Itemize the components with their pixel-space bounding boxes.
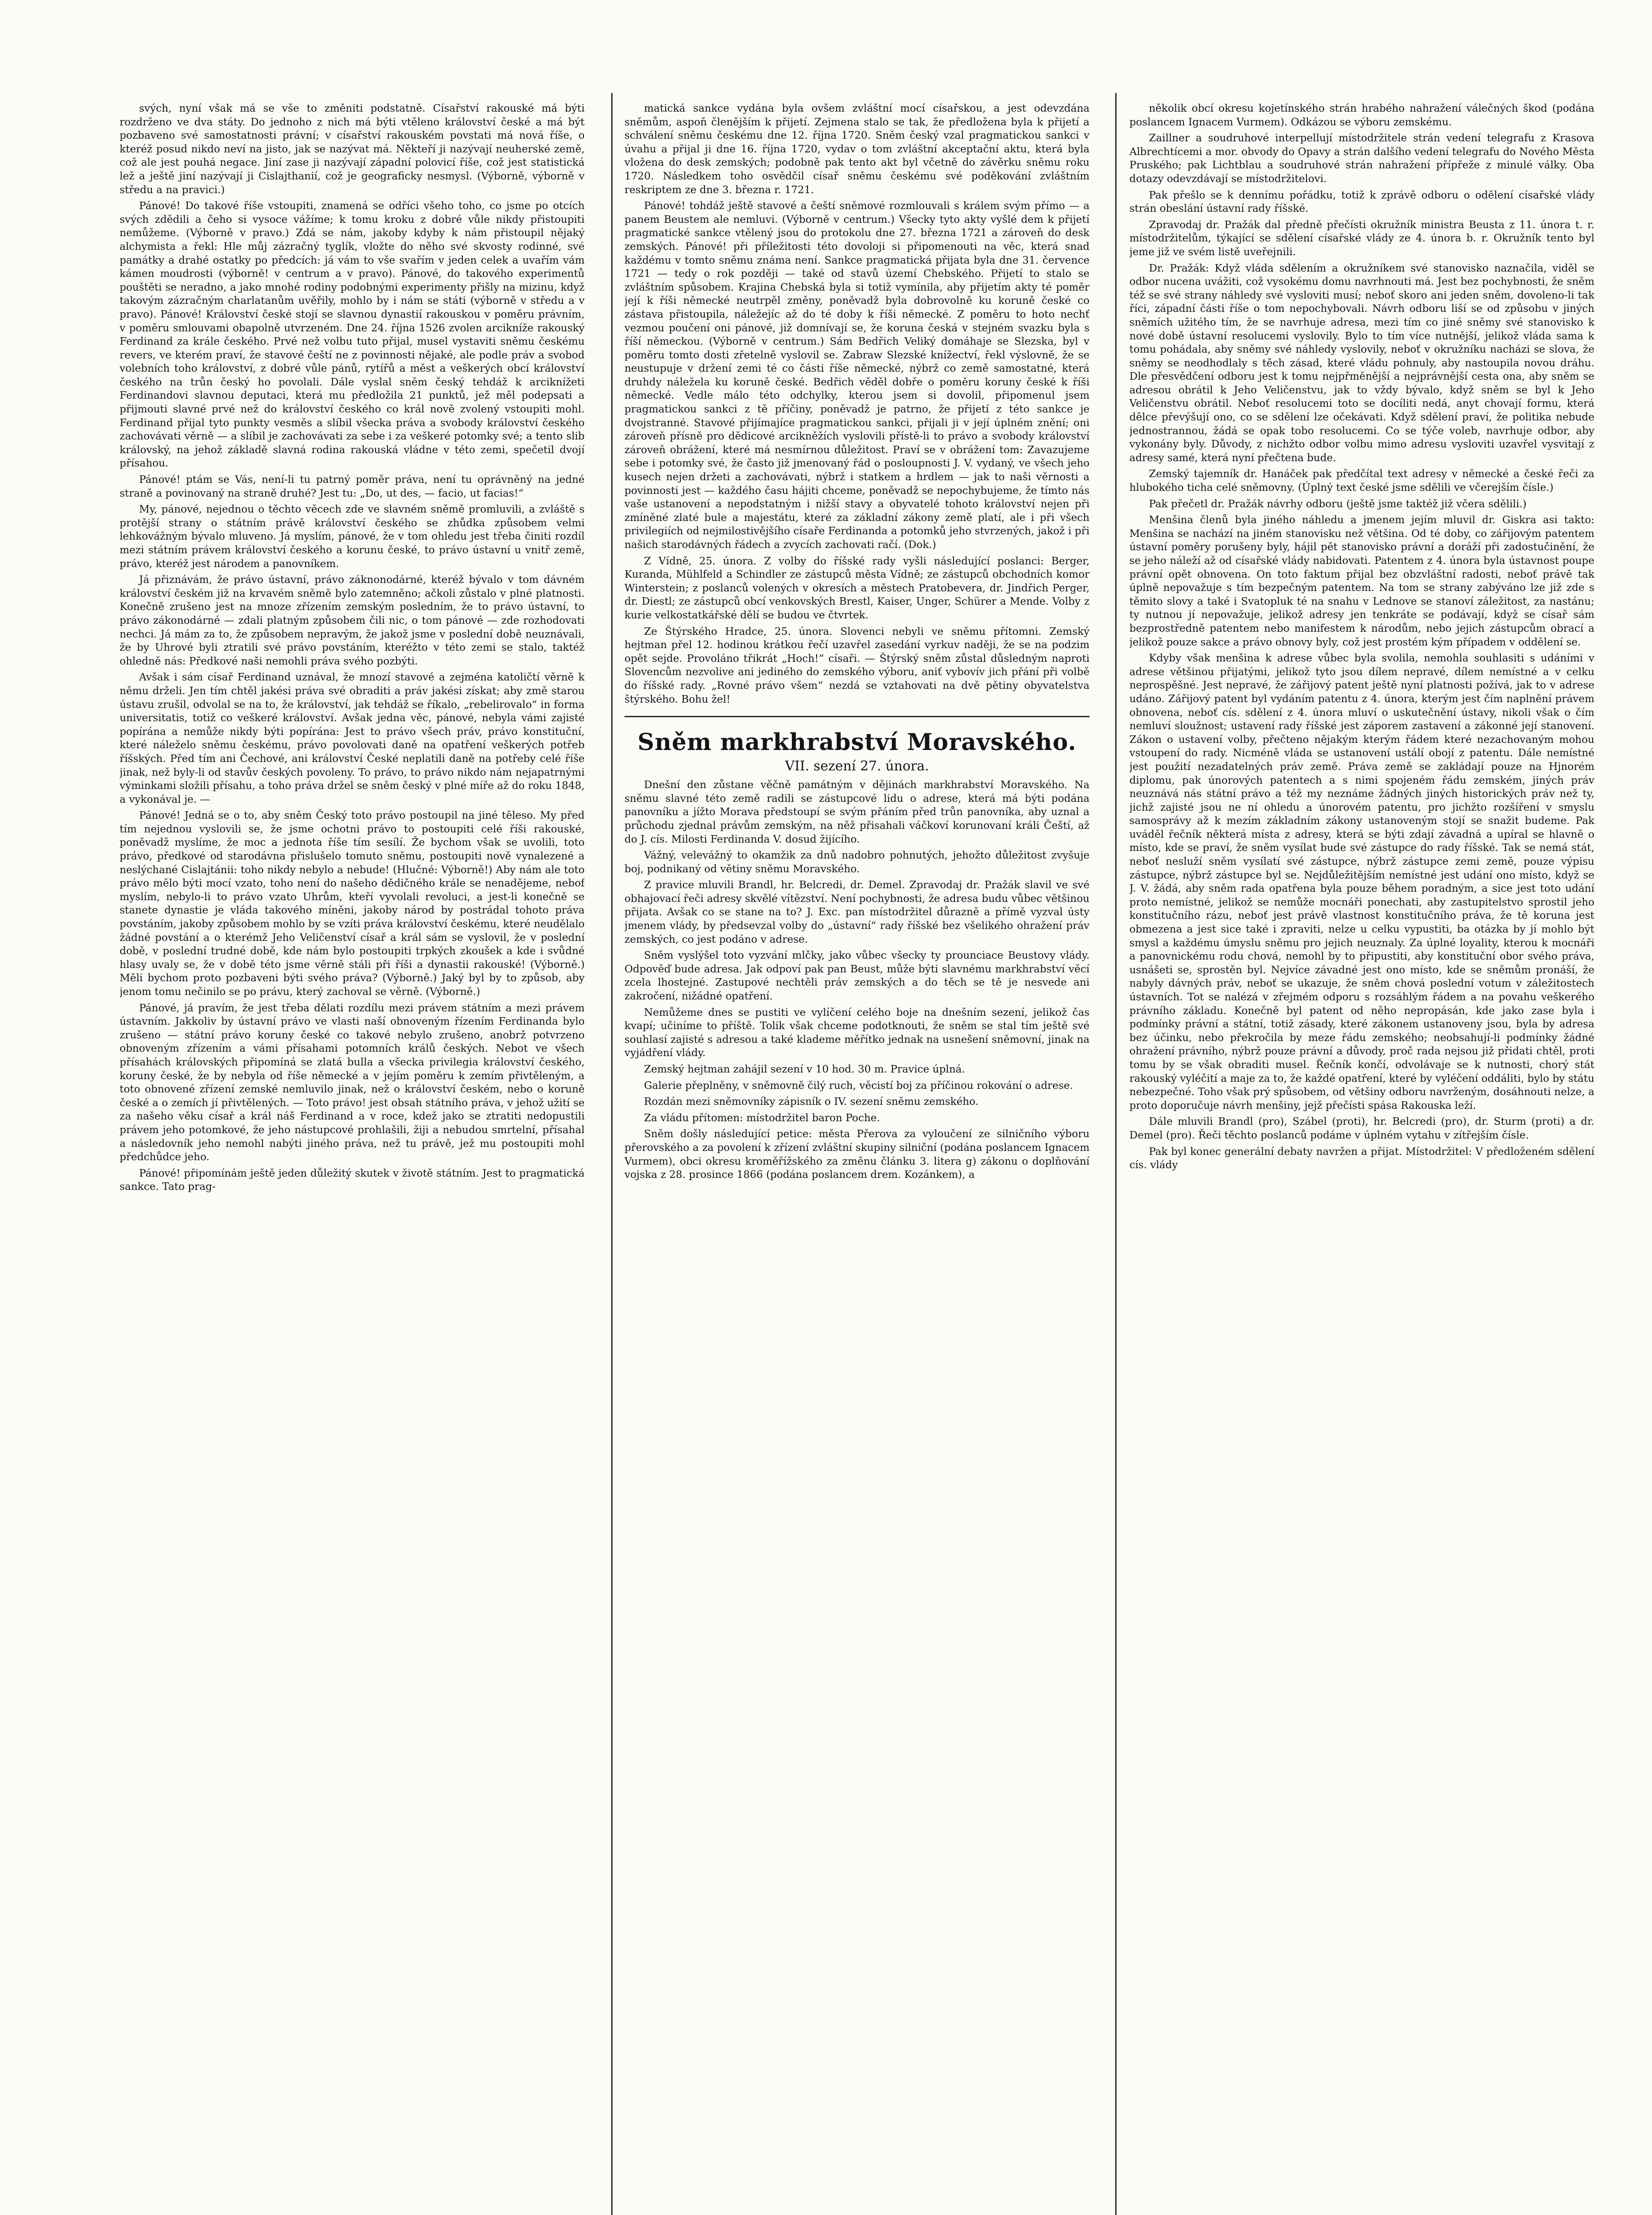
news-item-graz: Ze Štýrského Hradce, 25. února. Slovenci nebyli ve sněmu přítomni. Zemský hejtman přel 12. hodinou krátkou řečí uzavřel zasedání vyrkuv naději, že se na podzim opět sejde. Provoláno třikrát „Hoch!“ císaři. — Štýrský sněm zůstal důsledným naproti Slovencům nezvolive ani jediného do zemského výboru, aniť vybovív jich přání při volbě do říšské rady. „Rovné právo všem“ nezdá se vztahovati na dvě pětiny obyvatelstva štýrského. Bohu žel! [624, 625, 1090, 705]
section-divider [624, 716, 1090, 717]
paragraph: Dnešní den zůstane věčně památným v dějinách markhrabství Moravského. Na sněmu slavné této země radili se zástupcové lidu o adrese, která má býti podána panovníku a jížto Morava předstoupí se svým přáním před trůn panovníka, aby uznal a průchodu zjednal právům zemským, na něž přisahali váčkoví korunovaní králi Čeští, až do J. cís. Milosti Ferdinanda V. dosud žijícího. [624, 779, 1090, 845]
paragraph: Pánové, já pravím, že jest třeba dělati rozdílu mezi právem státním a mezi právem ústavním. Jakkoliv by ústavní právo ve vlasti naší obnoveným řízením Ferdinanda bylo zrušeno — státní právo koruny české co takové nebylo zrušeno, anobrž potvrzeno obnoveným zřízením a vámi přísahami potomních králů českých. Nebot ve všech přísahách královských připomíná se zlatá bulla a všecka privilegia království českého, koruny české, že by nebyla od říše německé a v jejím poměru k zemím přivtěleným, a toto obnovené zřízení zemské nemluvilo jinak, než o království českém, nebo o koruně české a o zemích jí přivtělených. — Toto právo! jest obsah státního práva, v jehož užití se za našeho věku císař a král náš Ferdinand a v roce, kdež jako se ztratiti nedopustili právem jeho potomkové, že jeho nástupcové prohlašili, žiji a nebudou smrtelní, přísahal a následovník jeho nemohl nabýti jiného práva, než tu právě, jež mu postoupiti mohl předchůdce jeho. [120, 1002, 585, 1163]
paragraph: Pak přečetl dr. Pražák návrhy odboru (ještě jsme taktéž již včera sdělili.) [1149, 497, 1527, 510]
paragraph: Menšina členů byla jiného náhledu a jmenem jejím mluvil dr. Giskra asi takto: Menšina se nachází na jiném stanovisku než většina. Od té doby, co zářijovým patentem ústavní poměry porušeny byly, hájil pět stanovisko právní a doráží při zadostučinění, že se jeho náleží až od císařské vlády nabidovati. Patentem z 4. února byla ústavnost poupe právní opět obnovena. On toto faktum přijal bez obzvláštní radosti, neboť právě tak úplně nepovažuje s tím bezpečným patentem. Na tom se strany zabýváno lze již zde s těmito slovy a také i Svatopluk té na snahu v Lednove se stanoví záležitost, za nastánu; ty nutnou jí nepovažuje, jelikož adresy jen tenkráte se podávají, když se císař sám bezprostředně patentem nebo manifestem k národům, nebo jejich zástupcům obrací a jelikož pouze sakce a právo obnovy byly, což jest prostém kým případem v oddělení se. [1129, 514, 1594, 648]
column-rule [1115, 93, 1117, 2215]
paragraph: Zemský hejtman zahájil sezení v 10 hod. 30 m. Pravice úplná. [644, 1063, 965, 1075]
column-2 [624, 102, 1090, 2215]
paragraph: Pánové! tohdáž ještě stavové a čeští sněmové rozmlouvali s králem svým přímo — a panem Beustem ale nemluvi. (Výborně v centrum.) Všecky tyto akty vyšlé dem k přijetí pragmatické sankce vtělený jsou do protokolu dne 27. března 1721 a zároveň do desk zemských. Pánové! při příležitosti této dovoloji si připomenouti na věc, která snad každému v tomto sněmu známa není. Sankce pragmatická přijata byla dne 31. července 1721 — tedy o rok později — také od stavů území Chebského. Přijetí to stalo se zvláštním spůsobem. Krajina Chebská byla si totiž vymínila, aby přijetím akty té poměr její k říši německé neutrpěl změny, poněvadž byla dobrovolně ku koruně české co zástava přistoupila, náležejíc až do té doby k říši německé. Z poměru to hoto nechť vezmou poučení oni pánové, již domnívají se, že koruna česká v stejném svazku byla s říší německou. (Výborně v centrum.) Sám Bedřich Veliký domáhaje se Slezska, byl v poměru tomto dosti zřetelně vyslovil se. Zabraw Slezské knížectví, řekl výslovně, že se neustupuje v držení zemi té co části říše německé, nýbrž co země samostatné, která druhdy náležela ku koruně české. Bedřich věděl dobře o poměru koruny české k říši německé. Vedle málo této odchylky, kterou jsem si dovolil, připomenul jsem pragmatickou sankci z tě příčiny, poněvadž je patrno, že přijetí z této sankce je dvojstranné. Stavové přijímajíce pragmatickou sankci, přijali ji v její úplném znění; oni zároveň přísně pro dědicové arcikněžích vyslovili přístě-li to právo a svobody království zároveň obrážení, které má nesmírnou důležitost. Praví se v obrážení tom: Zavazujeme sebe i potomky své, že často již jmenovaný řád o posloupnosti J. V. vydaný, ve všech jeho kusech nejen držeti a zachovávati, nýbrž i statkem a hrdlem — jak to naši věrnosti a povinnosti jest — každého času hájiti chceme, poněvadž se nepochybujeme, že tímto nás vaše ustanovení a nepodstatným i nižší stavy a obyvatelé tohoto království nejen při zmíněné zlaté bule a majestátu, které za základní zákony země platí, ale i při všech privilegiích od nejmilostivějšího císaře Ferdinanda a potomků jeho stvrzených, jakož i při našich starodávných řádech a zvycích zachovati račí. (Dok.) [624, 200, 1090, 551]
paragraph: Pánové! Do takové říše vstoupiti, znamená se odříci všeho toho, co jsme po otcích svých zdědili a čeho si vysoce vážíme; k tomu kroku z dobré vůle nikdy přistoupiti nemůžeme. (Výborně v pravo.) Zdá se nám, jakoby kdyby k nám přistoupil nějaký alchymista a řekl: Hle můj zázračný tyglík, vložte do něho své skvosty rodinné, své památky a drahé ostatky po předcích: já vám to vše svařím v jeden celek a uvařím vám kámen moudrosti (výborně! v centrum a v pravo). Pánové, do takového experimentů pouštěti se neradno, a jako mnohé rodiny podobnými experimenty přišly na mizinu, když takovým zázračným charlatanům uvěřily, mohlo by i nám se státi (výborně v středu a v pravo). Pánové! Království české stojí se slavnou dynastií rakouskou v poměru právním, v poměru smlouvami obapolně utvrzeném. Dne 24. října 1526 zvolen arcikníže rakouský Ferdinand za krále českého. Prvé než volbu tuto přijal, musel vystaviti sněmu českému revers, ve kterém praví, že stavové čeští ne z povinnosti nějaké, ale podle práv a svobod volebních toho království, z dobré vůle pánů, rytířů a měst a veškerých obcí království českého na trůn český ho povolali. Dále vyslal sněm český tehdáž k arciknížeti Ferdinandovi slavnou deputaci, která mu předložila 21 punktů, jež měl podepsati a přijmouti slavné prvé než do království českého co král nově zvolený vstoupiti mohl. Ferdinand přijal tyto punkty vesměs a slíbil všecka práva a svobody království českého zachovávati věrně — a slíbil je zachovávati za sebe i za veškeré potomky své; a tento slib královský, na jehož základě slavná rodina rakouská vládne v této zemi, spečetil dvojí přísahou. [120, 200, 585, 470]
section-subheading: VII. sezení 27. února. [785, 758, 929, 774]
paragraph: Nemůžeme dnes se pustiti ve vylíčení celého boje na dnešním sezení, jelikož čas kvapí; učiníme to příště. Tolik však chceme podotknouti, že sněm se stal tím ještě své souhlasí zajisté s adresou a také klademe měřítko jednak na usnešení sněmovní, jinak na vyjádření vlády. [624, 1006, 1090, 1059]
paragraph: Sněm vyslýšel toto vyzvání mlčky, jako vůbec všecky ty prounciace Beustovy vlády. Odpověď bude adresa. Jak odpoví pak pan Beust, může býti slavnému markhrabství věcí zcela lhostejné. Zastupové nechtěli práv zemských a do těch se tě je nesvede ani zakročení, nižádné opatření. [624, 949, 1090, 1003]
paragraph: Já přiznávám, že právo ústavní, právo záknonodárné, kteréž bývalo v tom dávném království českém již na krvavém sněmě bylo zatemněno; ačkoli zůstalo v plné platnosti. Konečně zrušeno jest na mnoze zřízením zemským posledním, že to právo ústavní, to právo zákonodárné — zdali platným způsobem čili nic, o tom pánové — zde rozhodovati nechci. Já mám za to, že způsobem nepravým, že jakož jsme v poslední době neuznávali, že by Uhrové byli ztratili své právo povstáním, kteréžto v této zemi se stalo, taktéž ohledně nás: Předkové naši nemohli práva svého pozbýti. [120, 574, 585, 667]
column-3 [1129, 102, 1594, 2215]
section-heading: Sněm markhrabství Moravského. [637, 729, 1077, 756]
column-1 [120, 102, 585, 2215]
paragraph: několik obcí okresu kojetínského strán hrabého nahražení válečných škod (podána poslancem Ignacem Vurmem). Odkázou se výboru zemskému. [1129, 102, 1594, 128]
paragraph: Avšak i sám císař Ferdinand uznával, že mnozí stavové a zejména katoličtí věrně k němu drželi. Jen tím chtěl jakési práva své obraditi a práv jakési získat; aby změ starou ústavu zrušil, odvolal se na to, že království, jak tehdáž se říkalo, „rebelirovalo“ in forma universitatis, totiž co veškeré království. Avšak jedna věc, pánové, nebyla vámi zajisté popírána a nemůže nikdy býti popírána: Jest to právo všech práv, právo konstituční, které náleželo sněmu českému, právo povolovati daně na opatření veškerých potřeb říšských. Před tím ani Čechové, ani království České neplatili daně na potřeby celé říše jinak, než byly-li od stavův českých povoleny. To právo, to právo nikdo nám nejapatrnými výminkami složili přísahu, a toho práva držel se sněm český v plné míře až do roku 1848, a vykonával je. — [120, 671, 585, 805]
paragraph: Vážný, velevážný to okamžik za dnů nadobro pohnutých, jehožto důležitost zvyšuje boj, podnikaný od větiny sněmu Moravského. [624, 849, 1090, 875]
paragraph: Zaillner a soudruhové interpellují místodržitele strán vedení telegrafu z Krasova Albrechtícemi a mor. obvody do Opavy a strán dalšího vedení telegrafu do Nového Města Pruského; pak Lichtblau a soudruhové strán nahražení přípřeže z minulé války. Oba dotazy odevzdávají se místodržitelovi. [1129, 132, 1594, 185]
paragraph: Pánové! připomínám ještě jeden důležitý skutek v životě státním. Jest to pragmatická sankce. Tato prag- [120, 1167, 585, 1193]
paragraph: svých, nyní však má se vše to změniti podstatně. Císařství rakouské má býti rozdrženo ve dva státy. Do jednoho z nich má býti vtěleno království české a má být pozbaveno své samostatnosti právní; v císařství rakouském povstati má nová říše, o kteréž posud nikdo neví na jisto, jak se nazývat má. Někteří ji nazývají neuherské země, což ale jest pouhá negace. Jiní zase ji nazývají západní polovicí říše, což jest statistická lež a ještě jiní nazývají ji Cislajthanií, což je geograficky nesmysl. (Výborně, výborně v středu a na pravici.) [120, 102, 585, 196]
paragraph: Za vládu přítomen: místodržitel baron Poche. [644, 1111, 880, 1124]
paragraph: Dále mluvili Brandl (pro), Szábel (proti), hr. Belcredi (pro), dr. Sturm (proti) a dr. Demel (pro). Řeči těchto poslanců podáme v úplném vytahu v zítřejším čísle. [1129, 1115, 1594, 1141]
paragraph: Zemský tajemník dr. Hanáček pak předčítal text adresy v německé a české řeči za hlubokého ticha celé sněmovny. (Úplný text české jsme sdělili ve včerejším čísle.) [1129, 468, 1594, 494]
paragraph: Z pravice mluvili Brandl, hr. Belcredi, dr. Demel. Zpravodaj dr. Pražák slavil ve své obhajovací řeči adresy skvělé vítězství. Není pochybnosti, že adresa budu vůbec většinou přijata. Avšak co se stane na to? J. Exc. pan místodržitel důrazně a přímě vyzval ústy jmenem vlády, by předsevzal volby do „ústavní“ rady říšské bez všelikého ohražení práv zemských, co jest podáno v adrese. [624, 879, 1090, 945]
paragraph: Pak byl konec generální debaty navržen a přijat. Místodržitel: V předloženém sdělení cís. vlády [1129, 1145, 1594, 1171]
paragraph: Zpravodaj dr. Pražák dal předně přečísti okružník ministra Beusta z 11. února t. r. místodržitelům, týkající se sdělení císařské vlády ze 4. února b. r. Okružník tento byl jeme již ve svém listě uveřejnili. [1129, 218, 1594, 258]
news-item-vienna: Z Vídně, 25. února. Z volby do říšské rady vyšli následující poslanci: Berger, Kuranda, Mühlfeld a Schindler ze zástupců města Vídně; ze zástupců obchodních komor Winterstein; z poslanců volených v okresích a městech Pratobevera, dr. Jindřich Perger, dr. Diestl; ze zástupců obcí venkovských Brestl, Kaiser, Unger, Schürer a Mende. Volby z kurie velkostatkářské dělí se budou ve čtvrtek. [624, 555, 1090, 621]
paragraph: Pánové! ptám se Vás, není-li tu patrný poměr práva, není tu oprávněný na jedné straně a povinovaný na straně druhé? Jest tu: „Do, ut des, — facio, ut facias!“ [120, 474, 585, 499]
paragraph: matická sankce vydána byla ovšem zvláštní mocí císařskou, a jest odevzdána sněmům, aspoň členějším k přijetí. Zejmena stalo se tak, že předložena byla k přijetí a schválení sněmu českému dne 12. října 1720. Sněm český vzal pragmatickou sankci v úvahu a přijal ji dne 16. října 1720, vydav o tom zvláštní akceptační aktu, která byla vložena do desk zemských; podobně pak tento akt byl včetně do závěrku sněmu roku 1720. Následkem toho osvědčil císař sněmu českému své poděkování zvláštním reskriptem ze dne 3. března r. 1721. [624, 102, 1090, 196]
paragraph: Sněm došly následující petice: města Přerova za vyloučení ze silničního výboru přerovského a za povolení k zřízení zvláštní skupiny silniční (podána poslancem Ignacem Vurmem), obci okresu kroměřížského za změnu článku 3. litera g) zákonu o doplňování vojska z 28. prosince 1866 (podána poslancem drem. Kozánkem), a [624, 1128, 1090, 1181]
paragraph: Kdyby však menšina k adrese vůbec byla svolila, nemohla souhlasiti s udáními v adrese většinou přijatými, jelikož tyto jsou dílem nepravé, dílem nemístné a v celku neprospěšné. Jest nepravé, že zářijový patent ještě nyní platnosti požívá, jak to v adrese udáno. Zářijový patent byl vydáním patentu z 4. února, kterým jest čím naplnění právem obnovena, neboť cís. sdělení z 4. února mluví o uskutečnění ústavy, nikoli však o čím nemluví sloužnost; ustavení rady říšské jest záporem zastavení a zákonné její stanovení. Zákon o ustavení volby, přečteno nějakým kterým řádem které nezachovaným mohou vstoupení do rady. Nicméně vláda se ustanovení ustálí obojí z patentu. Dále nemístné jest použití nezadatelných práv země. Práva země se zakládají pouze na Hjnorém diplomu, pak únorových patentech a s nimi spojeném řádu zemském, jiných práv neuznává nás státní právo a též my neznáme žádných jiných historických práv než ty, jichž zajisté jsou ne ní ohledu a únorovém patentu, pro jichžto rozšíření v smyslu samosprávy až k mezím základním zákony ustanoveným stojí se snažit budeme. Pak uváděl řečník některá místa z adresy, která se býti zdají závadná a upíral se hlavně o místo, kde se praví, že sněm vysílat bude své zástupce do rady říšské. Tak se nemá stát, neboť nesluží sněm vysílatí své zástupce, nýbrž zástupce zemi země, pouze výpisu zástupce, nýbrž zástupce byl se. Nejdůležitějším nemístné jest udání ono místo, když se J. V. žádá, aby sněm rada opatřena byla pouze během poradným, a sice jest toto udání proto nemístné, jelikož se nemůže mocnáři ponechati, aby zastupitelstvo sprostil jeho konstitučního rázu, neboť jest právě vlastnost konstitučního práva, že tě koruna jest obmezena a jest sice také i zpraviti, nelze u celku vypustiti, ba otázka by jí mohlo být smysl a každému úmyslu sněmu pro jejich neuznaly. Za úplné loyality, kterou k mocnáři a panovnickému rodu chová, nemohl by to připustiti, aby konstituční obor svého práva, usnášeti se, sprostěn byl. Nejvíce závadné jest ono místo, kde se sněmům pronáší, že nabyly dávných práv, neboť se ukazuje, že sněm chová poslední votum v záležitostech ústavních. Tot se nalézá v zřejmém odporu s rozsáhlým řádem a na povahu veškerého právního základu. Konečně byl patent od něho nepropásán, kde jako zase byla i podmínky právní a státní, totiž zásady, které zákonem ustanoveny jsou, byla by adresa bez účinku, nebo překročila by meze řádu zemského; neobsahují-li podmínky žádné ohražení právního, nýbrž pouze právní a důvody, proč rada nejsou již přidati chtěl, proti tomu by se však obraditi musel. Řečník končí, odvolávaje se k nutnosti, chorý stát rakouský vyléčití a maje za to, že každé opatření, které by vyléčení oddáliti, bylo by státu nebezpečné. Toho však prý spůsobem, od většiny odboru navrženým, dosáhnouti nelze, a proto doporučuje návrh menšiny, jejž přečísti spása Rakouska leží. [1129, 652, 1594, 1111]
column-rule [611, 93, 613, 2215]
paragraph: Rozdán mezi sněmovníky zápisník o IV. sezení sněmu zemského. [644, 1096, 979, 1108]
paragraph: Pak přešlo se k dennímu pořádku, totiž k zprávě odboru o odělení císařské vlády strán obeslání ústavní rady říšské. [1129, 189, 1594, 215]
paragraph: Galerie přeplněny, v sněmovně čilý ruch, věcistí boj za příčinou rokování o adrese. [644, 1079, 1073, 1092]
paragraph: Pánové! Jedná se o to, aby sněm Český toto právo postoupil na jiné těleso. My před tím nejednou vyslovili se, že jsme ochotni právo to postoupiti celé říši rakouské, poněvadž myslíme, že moc a jednota říše tím sesílí. Že bychom však se uvolili, toto právo, předkové od starodávna přislušelo tomuto sněmu, postoupiti nově vynalezené a neslýchané Cislajtánii: toho nikdy nebylo a nebude! (Hlučné: Výborně!) Aby nám ale toto právo mělo býti mocí vzato, toho není do našeho dědičného krále se nenadějeme, nebof myslím, nebylo-li to právo vzato Uhrům, kteří vyvolali revoluci, a jest-li konečně se stanete dynastie je vláda takového míněni, jakoby národ by postrádal tohoto práva povstáním, jakoby způsobem mohlo by se vzíti práva království českému, které neudělalo žádné povstání a o kterémž Jeho Veličenství císař a král sám se vyslovil, že v poslední době, v poslední trudné době, kde nám bylo postoupiti trpkých zkoušek a kde i svůdné hlasy uvaly se, že v době této jsme věrně stáli při říši a dynastii rakouské! (Výborně.) Měli bychom proto pozbaveni býti svého práva? (Výborně.) Jaký byl by to způsob, aby jenom tomu nečinilo se po právu, který zachoval se věrně. (Výborně.) [120, 809, 585, 998]
paragraph: My, pánové, nejednou o těchto věcech zde ve slavném sněmě promluvili, a zvláště s protější strany o státním právě království českého se zhůdka způsobem velmi lehkovážným bývalo mluveno. Já myslím, pánové, že v tom ohledu jest třeba činiti rozdíl mezi státním právem království českého a korunu české, to právo ústavní u vnitř země, právo, kteréž jest národem a panovníkem. [120, 503, 585, 570]
paragraph: Dr. Pražák: Když vláda sdělením a okružníkem své stanovisko naznačila, viděl se odbor nucena uvážiti, což vysokému domu navrhnouti má. Jest bez pochybnosti, že sněm též se své strany náhledy své vysloviti musí; neboť skoro ani jeden sněm, dovoleno-li tak říci, západní části říše o tom nepochybovali. Návrh odboru liší se od způsobu v jiných sněmích užitého tím, že se navrhuje adresa, mezi tím co jiné sněmy své stanovisko k nové době ústavní resolucemi vyslovily. Bylo to tím více nutnější, jelikož vláda sama k tomu pohádala, aby sněmy své náhledy vyslovily, neboť v okružníku nacházi se slova, že sněmy se neodhodlaly s těch zásad, které vládu pohnuly, aby nastoupila novou dráhu. Dle přesvědčení odboru jest k tomu nejpřměnější a nejprávnější cesta ona, aby sněm se adresou obrátil k Jeho Veličenstvu, jak to vždy bývalo, když sněm se byl k Jeho Veličenstvu obrátil. Neboť resolucemi toto se docíliti nedá, anyt chovají formu, která dělce převýšují ono, co se sdělení lze očekávati. Když sdělení praví, že politika nebude jednostrannou, žádá se opak tobo resolucemi. Co se týče voleb, navrhuje odbor, aby vykonány byly. Důvody, z nichžto odbor volbu mimo adresu vysloviti uzavřel vysvitají z adresy samé, která nyní přečtena bude. [1129, 262, 1594, 464]
